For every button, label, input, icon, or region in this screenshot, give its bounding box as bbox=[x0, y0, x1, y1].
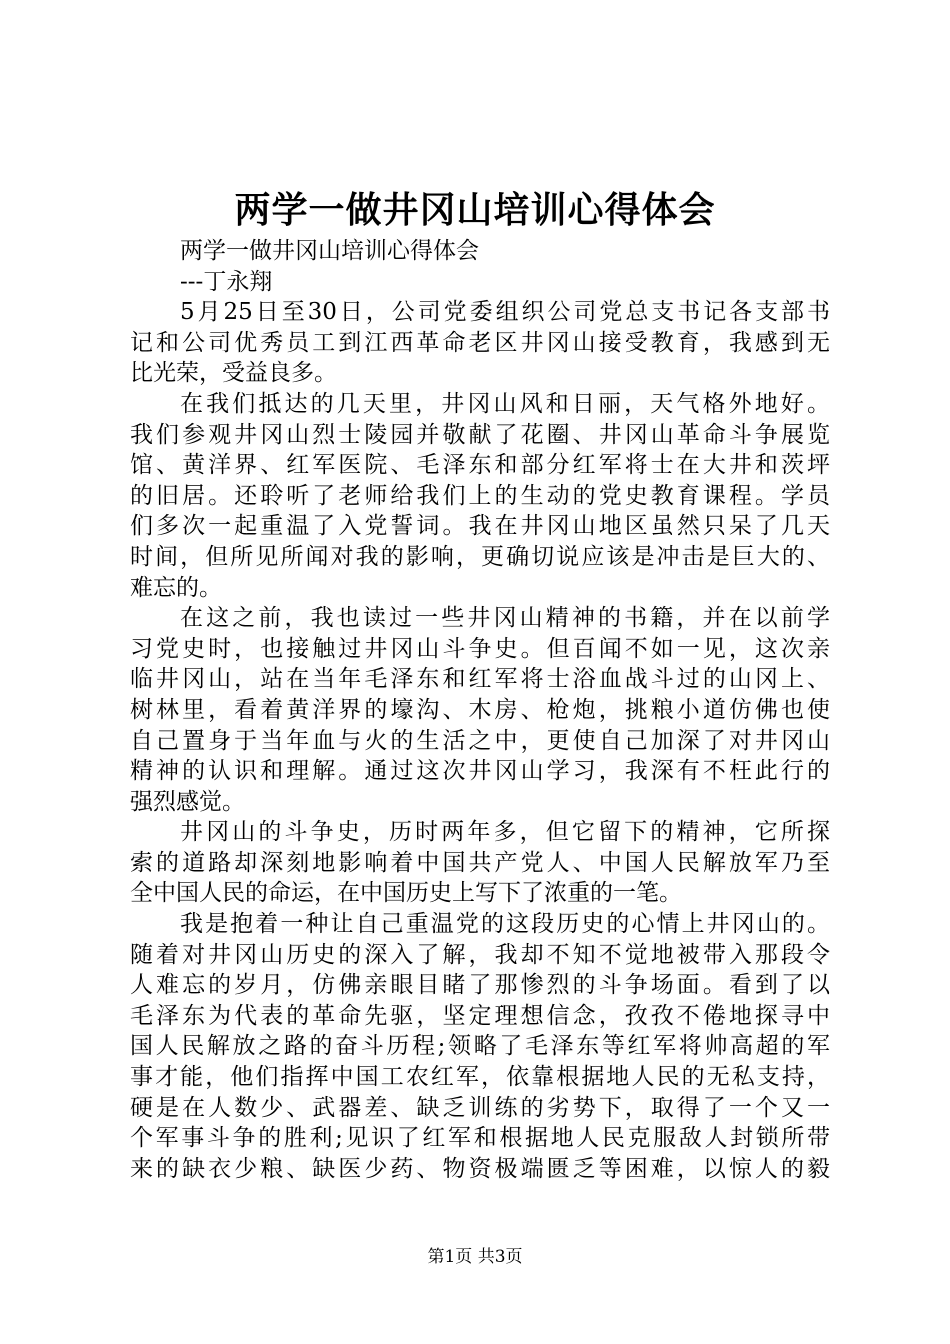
body-line: 临井冈山，站在当年毛泽东和红军将士浴血战斗过的山冈上、 bbox=[130, 666, 830, 693]
page-footer: 第1页 共3页 bbox=[427, 1247, 523, 1267]
body-line: 在我们抵达的几天里，井冈山风和日丽，天气格外地好。 bbox=[180, 390, 830, 417]
body-line: 国人民解放之路的奋斗历程;领略了毛泽东等红军将帅高超的军 bbox=[130, 1033, 830, 1060]
body-line: 毛泽东为代表的革命先驱，坚定理想信念，孜孜不倦地探寻中 bbox=[130, 1002, 830, 1029]
subtitle-line: 两学一做井冈山培训心得体会 bbox=[180, 238, 479, 264]
body-line: 时间，但所见所闻对我的影响，更确切说应该是冲击是巨大的、 bbox=[130, 543, 830, 570]
body-line: 精神的认识和理解。通过这次井冈山学习，我深有不枉此行的 bbox=[130, 758, 830, 785]
body-line: 强烈感觉。 bbox=[130, 788, 245, 815]
body-line: 树林里，看着黄洋界的壕沟、木房、枪炮，挑粮小道仿佛也使 bbox=[130, 696, 830, 723]
body-line: 习党史时，也接触过井冈山斗争史。但百闻不如一见，这次亲 bbox=[130, 635, 830, 662]
body-line: 自己置身于当年血与火的生活之中，更使自己加深了对井冈山 bbox=[130, 727, 830, 754]
body-line: 记和公司优秀员工到江西革命老区井冈山接受教育，我感到无 bbox=[130, 329, 830, 356]
body-line: 我们参观井冈山烈士陵园并敬献了花圈、井冈山革命斗争展览 bbox=[130, 421, 830, 448]
body-line: 硬是在人数少、武器差、缺乏训练的劣势下，取得了一个又一 bbox=[130, 1094, 830, 1121]
body-line: 难忘的。 bbox=[130, 574, 222, 601]
body-line: 比光荣，受益良多。 bbox=[130, 360, 337, 387]
body-line: 随着对井冈山历史的深入了解，我却不知不觉地被带入那段令 bbox=[130, 941, 830, 968]
body-line: 的旧居。还聆听了老师给我们上的生动的党史教育课程。学员 bbox=[130, 482, 830, 509]
document-body bbox=[130, 236, 830, 1184]
body-line: 索的道路却深刻地影响着中国共产党人、中国人民解放军乃至 bbox=[130, 849, 830, 876]
body-line: 5月25日至30日，公司党委组织公司党总支书记各支部书 bbox=[180, 299, 830, 326]
body-line: 们多次一起重温了入党誓词。我在井冈山地区虽然只呆了几天 bbox=[130, 513, 830, 540]
author-line: ---丁永翔 bbox=[180, 268, 273, 295]
body-line: 全中国人民的命运，在中国历史上写下了浓重的一笔。 bbox=[130, 880, 682, 907]
body-line: 事才能，他们指挥中国工农红军，依靠根据地人民的无私支持， bbox=[130, 1064, 830, 1091]
body-line: 个军事斗争的胜利;见识了红军和根据地人民克服敌人封锁所带 bbox=[130, 1125, 830, 1152]
body-line: 来的缺衣少粮、缺医少药、物资极端匮乏等困难，以惊人的毅 bbox=[130, 1155, 830, 1182]
document-title: 两学一做井冈山培训心得体会 bbox=[234, 189, 716, 231]
body-line: 井冈山的斗争史，历时两年多，但它留下的精神，它所探 bbox=[180, 819, 830, 846]
body-line: 在这之前，我也读过一些井冈山精神的书籍，并在以前学 bbox=[180, 605, 830, 632]
body-line: 人难忘的岁月，仿佛亲眼目睹了那惨烈的斗争场面。看到了以 bbox=[130, 972, 830, 999]
body-line: 我是抱着一种让自己重温党的这段历史的心情上井冈山的。 bbox=[180, 911, 830, 938]
body-line: 馆、黄洋界、红军医院、毛泽东和部分红军将士在大井和茨坪 bbox=[130, 452, 830, 479]
